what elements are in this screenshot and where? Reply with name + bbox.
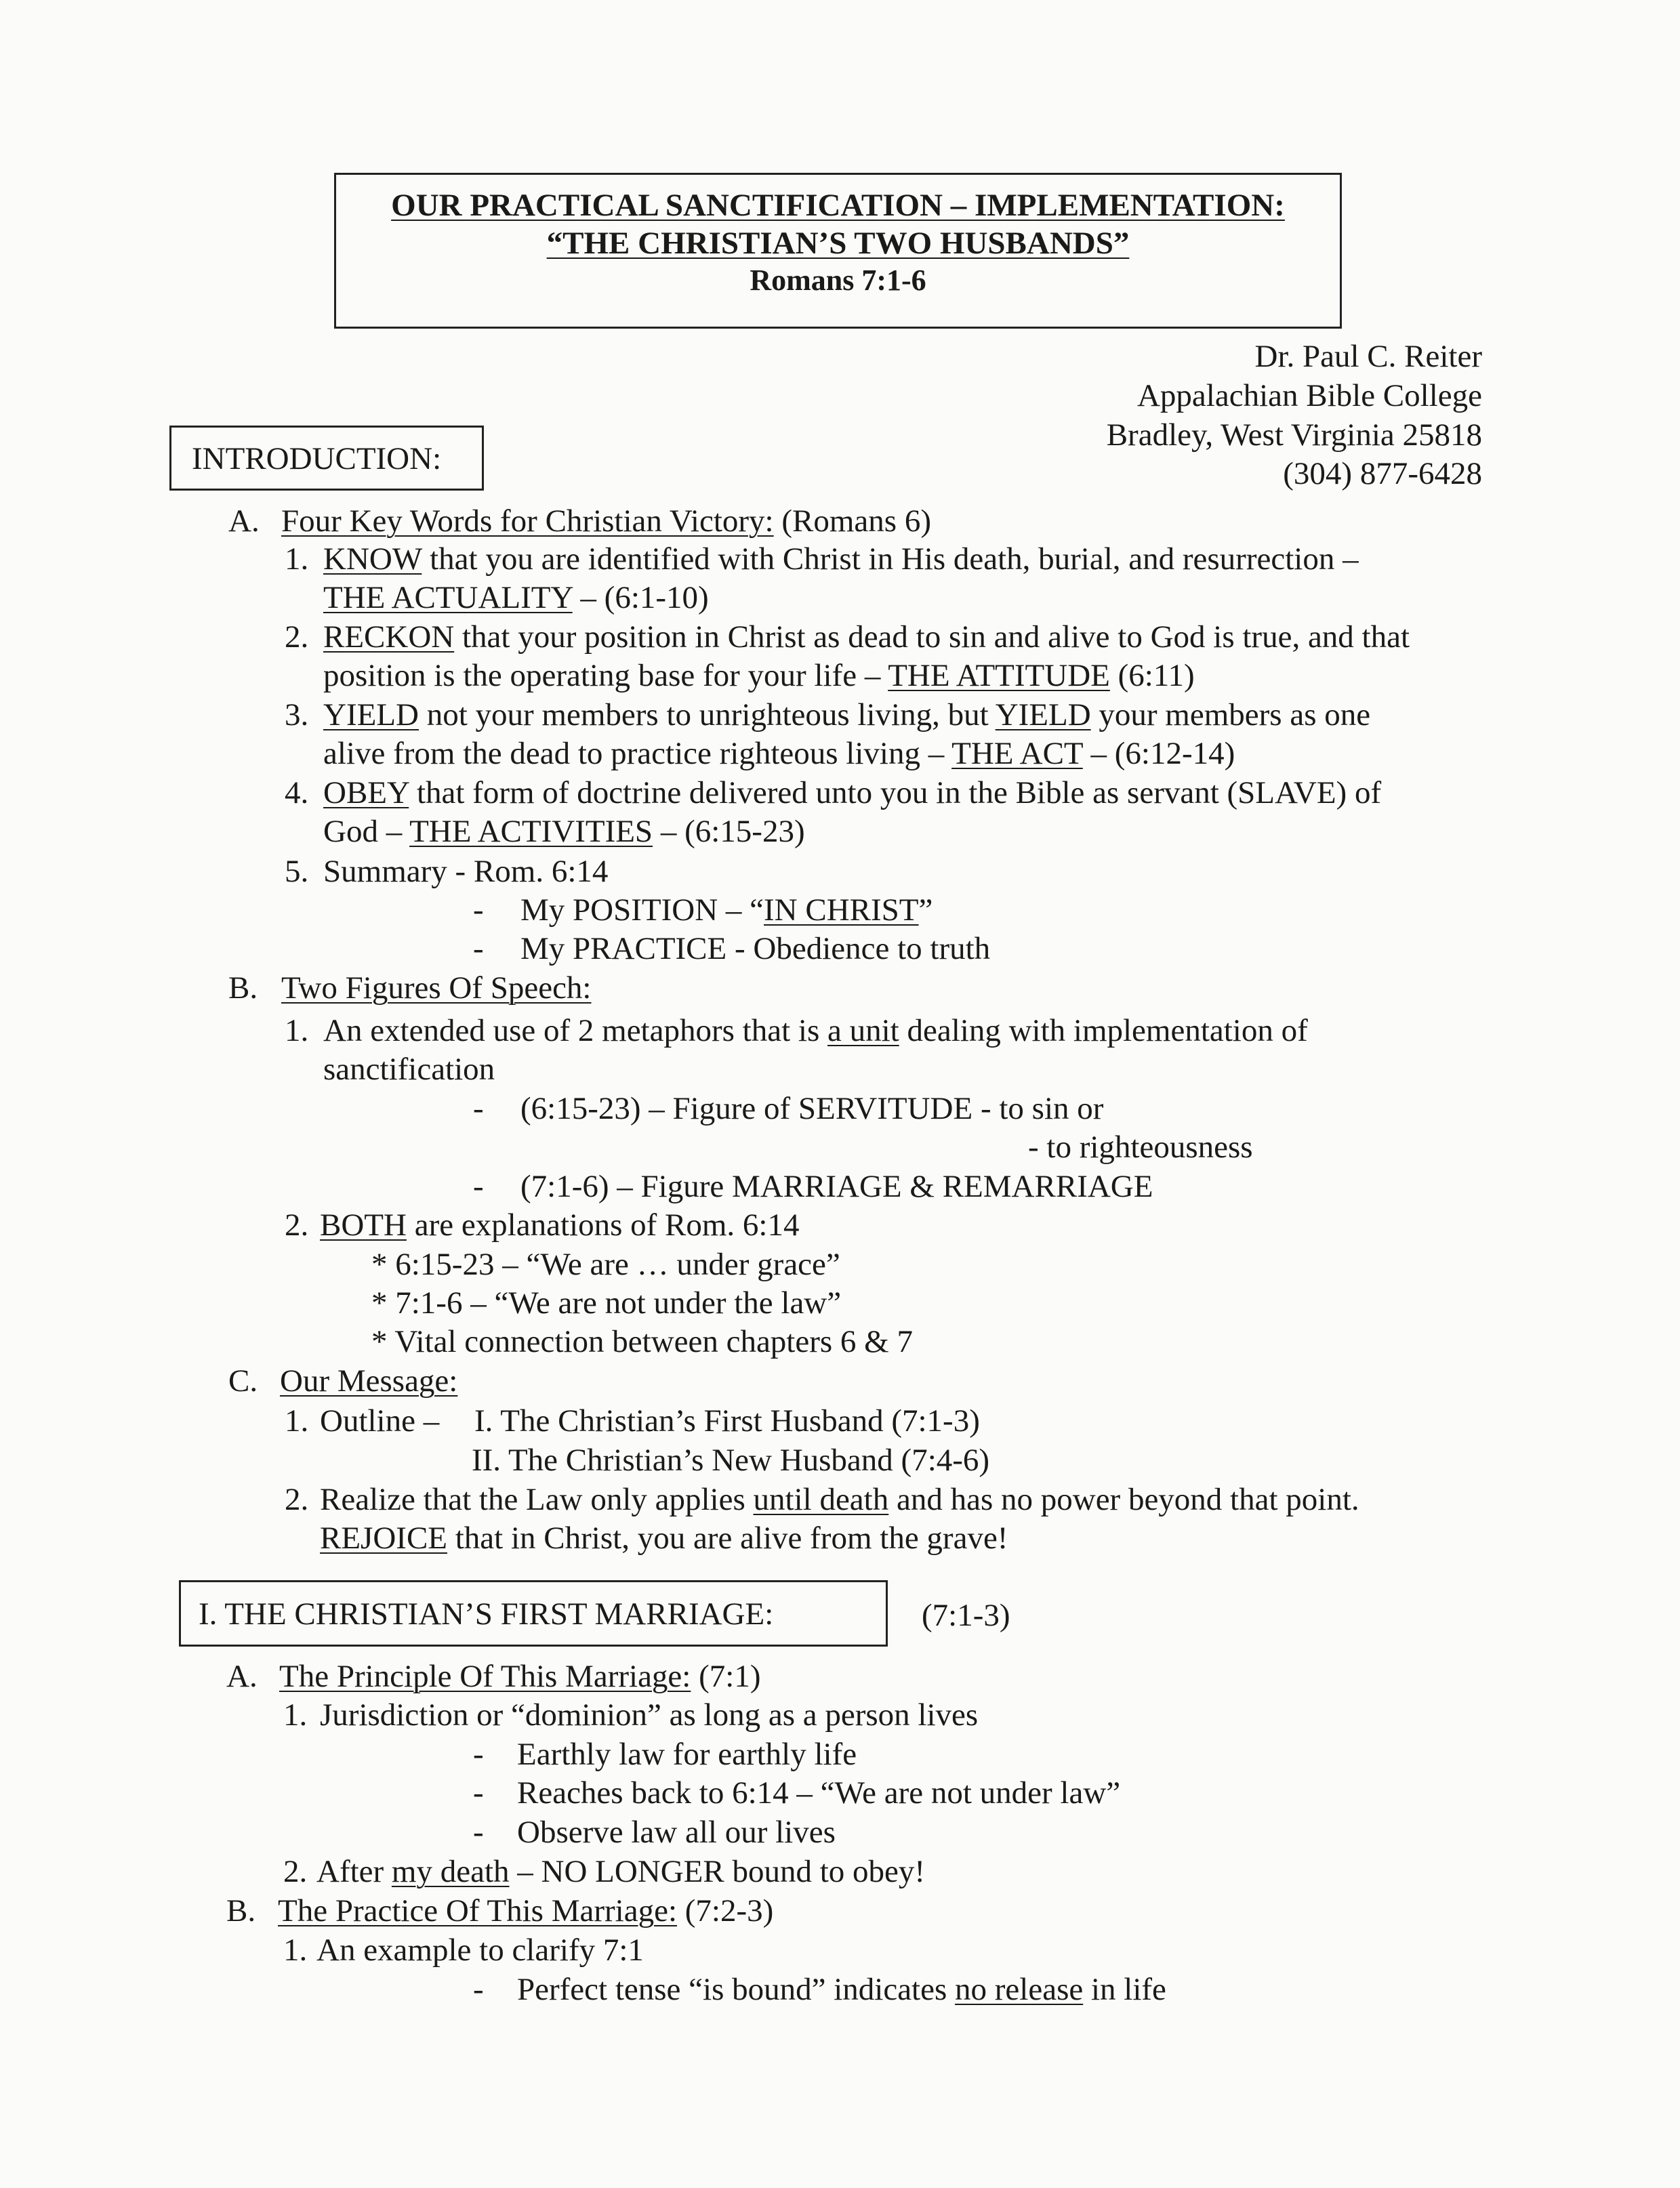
- dash: -: [473, 1815, 484, 1850]
- intro-c-outline-1: I. The Christian’s First Husband (7:1-3): [474, 1403, 980, 1439]
- intro-c-1-label: Outline –: [320, 1403, 440, 1439]
- title-line-1: OUR PRACTICAL SANCTIFICATION – IMPLEMENTATION:: [391, 188, 1285, 223]
- intro-a-4-num: 4.: [285, 775, 309, 810]
- section-1-a-letter: A.: [226, 1659, 258, 1694]
- intro-a-4-text: OBEY that form of doctrine delivered unto you in the Bible as servant (SLAVE) of: [323, 775, 1382, 810]
- introduction-heading: INTRODUCTION:: [192, 441, 442, 476]
- section-1-a-1-num: 1.: [283, 1697, 308, 1733]
- section-1-heading: I. THE CHRISTIAN’S FIRST MARRIAGE:: [199, 1596, 774, 1632]
- dash: -: [473, 1775, 484, 1811]
- intro-a-4-cont: God – THE ACTIVITIES – (6:15-23): [323, 814, 805, 849]
- intro-c-letter: C.: [228, 1363, 258, 1399]
- intro-a-5-position: My POSITION – “IN CHRIST”: [520, 892, 933, 928]
- intro-c-2-text: Realize that the Law only applies until death and has no power beyond that point.: [320, 1482, 1359, 1517]
- title-scripture-ref: Romans 7:1-6: [750, 264, 926, 297]
- intro-b-star-3: * Vital connection between chapters 6 & 7: [371, 1324, 913, 1359]
- intro-b-1-cont: sanctification: [323, 1052, 495, 1087]
- section-1-b-letter: B.: [226, 1893, 256, 1928]
- section-1-b-heading: The Practice Of This Marriage: (7:2-3): [278, 1893, 774, 1928]
- section-1-a-1-d2: Reaches back to 6:14 – “We are not under law”: [517, 1775, 1121, 1811]
- intro-b-star-1: * 6:15-23 – “We are … under grace”: [371, 1247, 840, 1282]
- section-1-b-1-d1: Perfect tense “is bound” indicates no release in life: [517, 1972, 1166, 2007]
- dash: -: [473, 1091, 484, 1126]
- intro-a-5-practice: My PRACTICE - Obedience to truth: [520, 931, 991, 966]
- intro-a-1-text: KNOW that you are identified with Christ in His death, burial, and resurrection –: [323, 541, 1359, 577]
- intro-b-2-num: 2.: [285, 1207, 309, 1243]
- dash: -: [473, 1972, 484, 2007]
- intro-b-1-text: An extended use of 2 metaphors that is a unit dealing with implementation of: [323, 1013, 1308, 1048]
- intro-a-3-num: 3.: [285, 697, 309, 732]
- section-1-a-heading: The Principle Of This Marriage: (7:1): [279, 1659, 761, 1694]
- dash: -: [473, 931, 484, 966]
- section-1-a-2-num: 2.: [283, 1854, 308, 1889]
- author-city: Bradley, West Virginia 25818: [1106, 417, 1482, 453]
- intro-b-star-2: * 7:1-6 – “We are not under the law”: [371, 1285, 842, 1321]
- intro-a-2-num: 2.: [285, 619, 309, 655]
- author-org: Appalachian Bible College: [1136, 378, 1482, 413]
- dash: -: [473, 1169, 484, 1204]
- intro-b-servitude-cont: - to righteousness: [1028, 1130, 1253, 1165]
- section-1-b-1-num: 1.: [283, 1933, 308, 1968]
- section-1-a-1-d1: Earthly law for earthly life: [517, 1737, 857, 1772]
- intro-c-heading: Our Message:: [280, 1363, 458, 1399]
- intro-c-2-cont: REJOICE that in Christ, you are alive from the grave!: [320, 1521, 1008, 1556]
- section-1-a-1-d3: Observe law all our lives: [517, 1815, 836, 1850]
- intro-a-heading: Four Key Words for Christian Victory: (Romans 6): [281, 503, 931, 539]
- intro-a-5-num: 5.: [285, 854, 309, 889]
- author-phone: (304) 877-6428: [1283, 456, 1482, 491]
- intro-c-1-num: 1.: [285, 1403, 309, 1439]
- intro-c-2-num: 2.: [285, 1482, 309, 1517]
- intro-a-3-cont: alive from the dead to practice righteous living – THE ACT – (6:12-14): [323, 736, 1235, 771]
- dash: -: [473, 892, 484, 928]
- intro-b-2-text: BOTH are explanations of Rom. 6:14: [320, 1207, 800, 1243]
- intro-b-1-num: 1.: [285, 1013, 309, 1048]
- intro-a-1-num: 1.: [285, 541, 309, 577]
- intro-b-servitude: (6:15-23) – Figure of SERVITUDE - to sin or: [520, 1091, 1104, 1126]
- intro-b-marriage: (7:1-6) – Figure MARRIAGE & REMARRIAGE: [520, 1169, 1153, 1204]
- intro-b-letter: B.: [228, 970, 258, 1006]
- dash: -: [473, 1737, 484, 1772]
- title-line-2: “THE CHRISTIAN’S TWO HUSBANDS”: [546, 226, 1130, 261]
- section-1-heading-box: [179, 1580, 888, 1647]
- intro-b-heading: Two Figures Of Speech:: [281, 970, 592, 1006]
- intro-a-letter: A.: [228, 503, 260, 539]
- introduction-heading-box: [169, 426, 484, 491]
- section-1-ref: (7:1-3): [922, 1598, 1010, 1633]
- title-box: [334, 173, 1342, 329]
- intro-a-5-text: Summary - Rom. 6:14: [323, 854, 609, 889]
- intro-a-1-cont: THE ACTUALITY – (6:1-10): [323, 580, 709, 615]
- section-1-a-1-text: Jurisdiction or “dominion” as long as a person lives: [320, 1697, 979, 1733]
- intro-a-3-text: YIELD not your members to unrighteous living, but YIELD your members as one: [323, 697, 1371, 732]
- section-1-a-2-text: After my death – NO LONGER bound to obey!: [316, 1854, 926, 1889]
- intro-c-outline-2: II. The Christian’s New Husband (7:4-6): [472, 1443, 990, 1478]
- section-1-b-1-text: An example to clarify 7:1: [316, 1933, 644, 1968]
- intro-a-2-text: RECKON that your position in Christ as dead to sin and alive to God is true, and that: [323, 619, 1410, 655]
- author-name: Dr. Paul C. Reiter: [1254, 339, 1482, 374]
- intro-a-2-cont: position is the operating base for your life – THE ATTITUDE (6:11): [323, 658, 1195, 693]
